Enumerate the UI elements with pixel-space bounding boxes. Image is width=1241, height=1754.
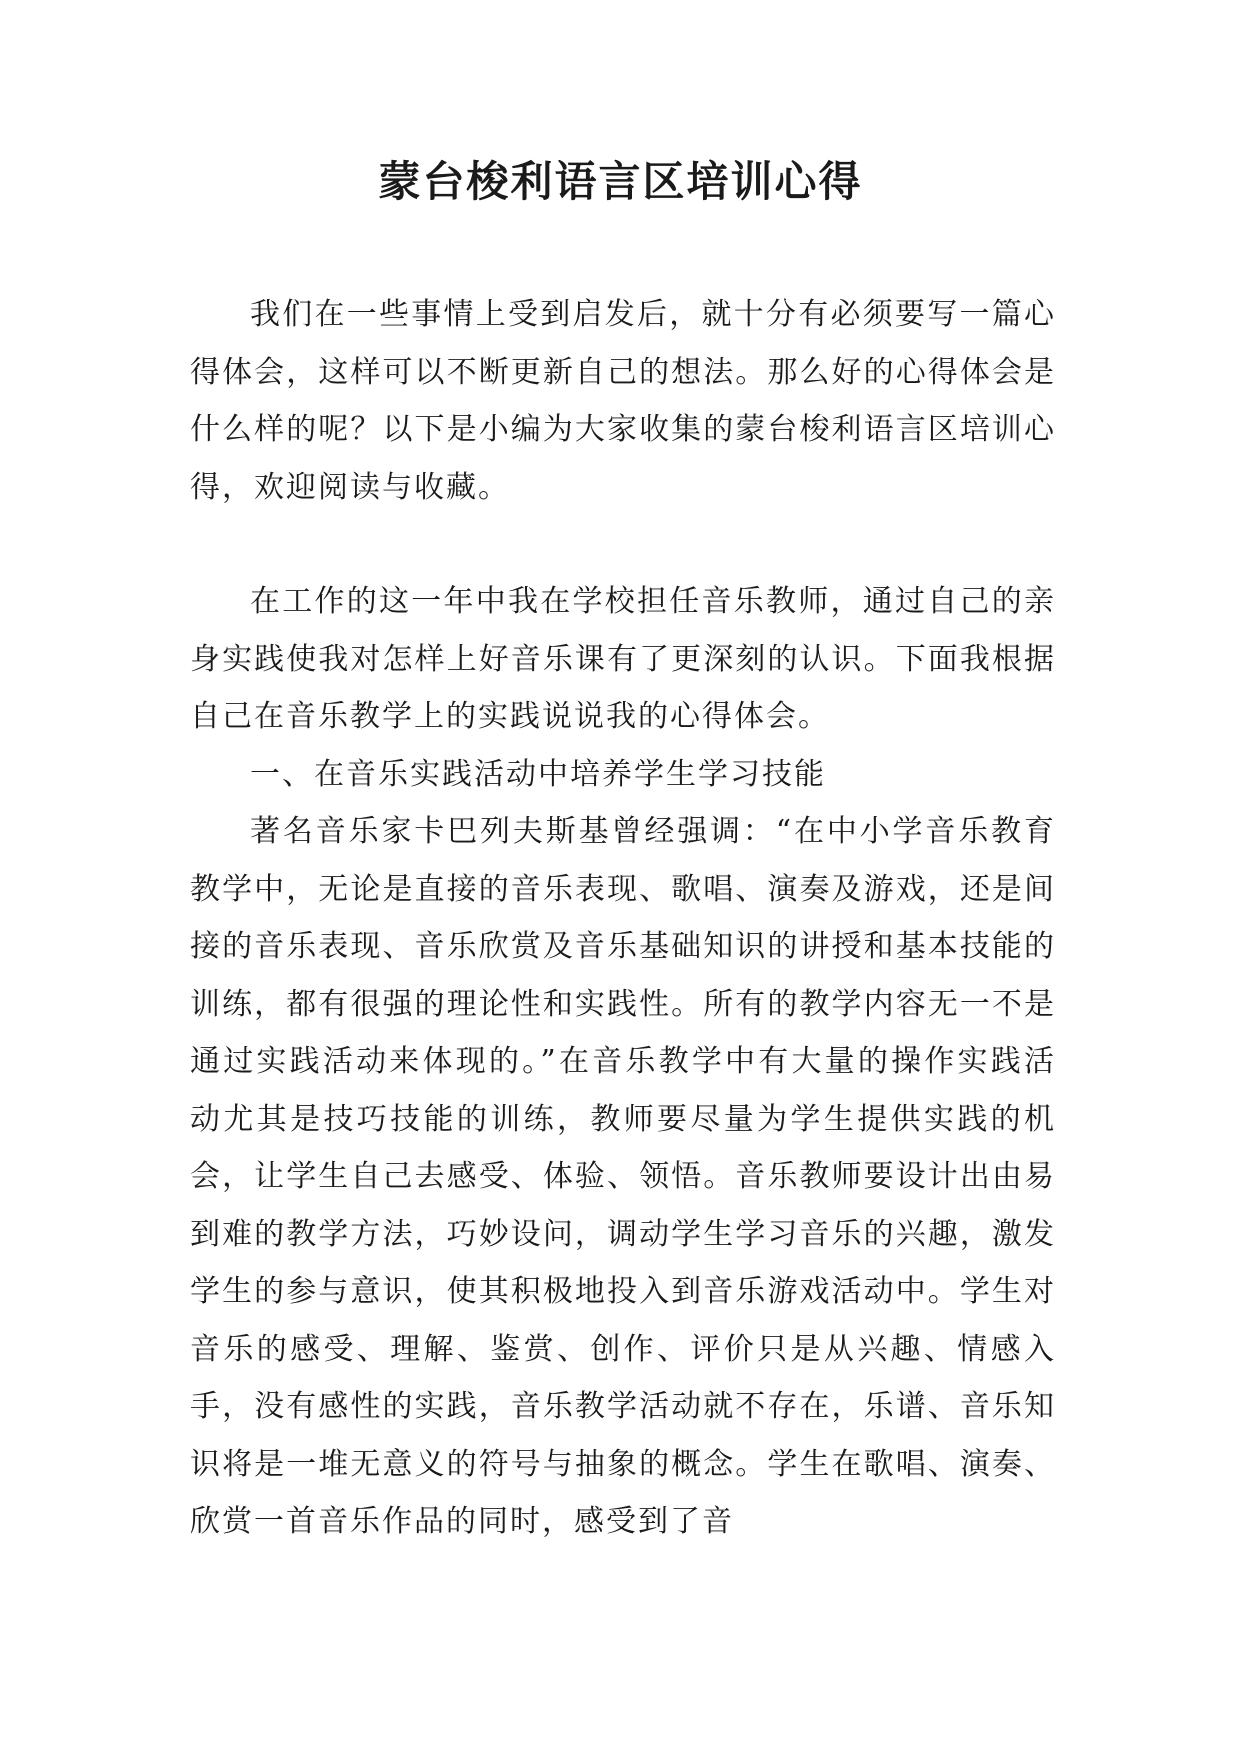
document-title: 蒙台梭利语言区培训心得	[378, 157, 863, 206]
intro-paragraph: 我们在一些事情上受到启发后，就十分有必须要写一篇心得体会，这样可以不断更新自己的想法。那么好的心得体会是什么样的呢？以下是小编为大家收集的蒙台梭利语言区培训心得，欢迎阅读与收藏。	[190, 297, 1056, 505]
intro-section	[190, 286, 1056, 516]
body-paragraph-1: 在工作的这一年中我在学校担任音乐教师，通过自己的亲身实践使我对怎样上好音乐课有了更深刻的认识。下面我根据自己在音乐教学上的实践说说我的心得体会。	[190, 584, 1056, 734]
section-heading: 一、在音乐实践活动中培养学生学习技能	[250, 756, 826, 792]
body-paragraph-2: 著名音乐家卡巴列夫斯基曾经强调：“在中小学音乐教育教学中，无论是直接的音乐表现、歌唱、演奏及游戏，还是间接的音乐表现、音乐欣赏及音乐基础知识的讲授和基本技能的训练，都有很强的理论性和实践性。所有的教学内容无一不是通过实践活动来体现的。”在音乐教学中有大量的操作实践活动尤其是技巧技能的训练，教师要尽量为学生提供实践的机会，让学生自己去感受、体验、领悟。音乐教师要设计出由易到难的教学方法，巧妙设问，调动学生学习音乐的兴趣，激发学生的参与意识，使其积极地投入到音乐游戏活动中。学生对音乐的感受、理解、鉴赏、创作、评价只是从兴趣、情感入手，没有感性的实践，音乐教学活动就不存在，乐谱、音乐知识将是一堆无意义的符号与抽象的概念。学生在歌唱、演奏、欣赏一首音乐作品的同时，感受到了音	[190, 814, 1056, 1539]
main-section	[190, 573, 1056, 1551]
